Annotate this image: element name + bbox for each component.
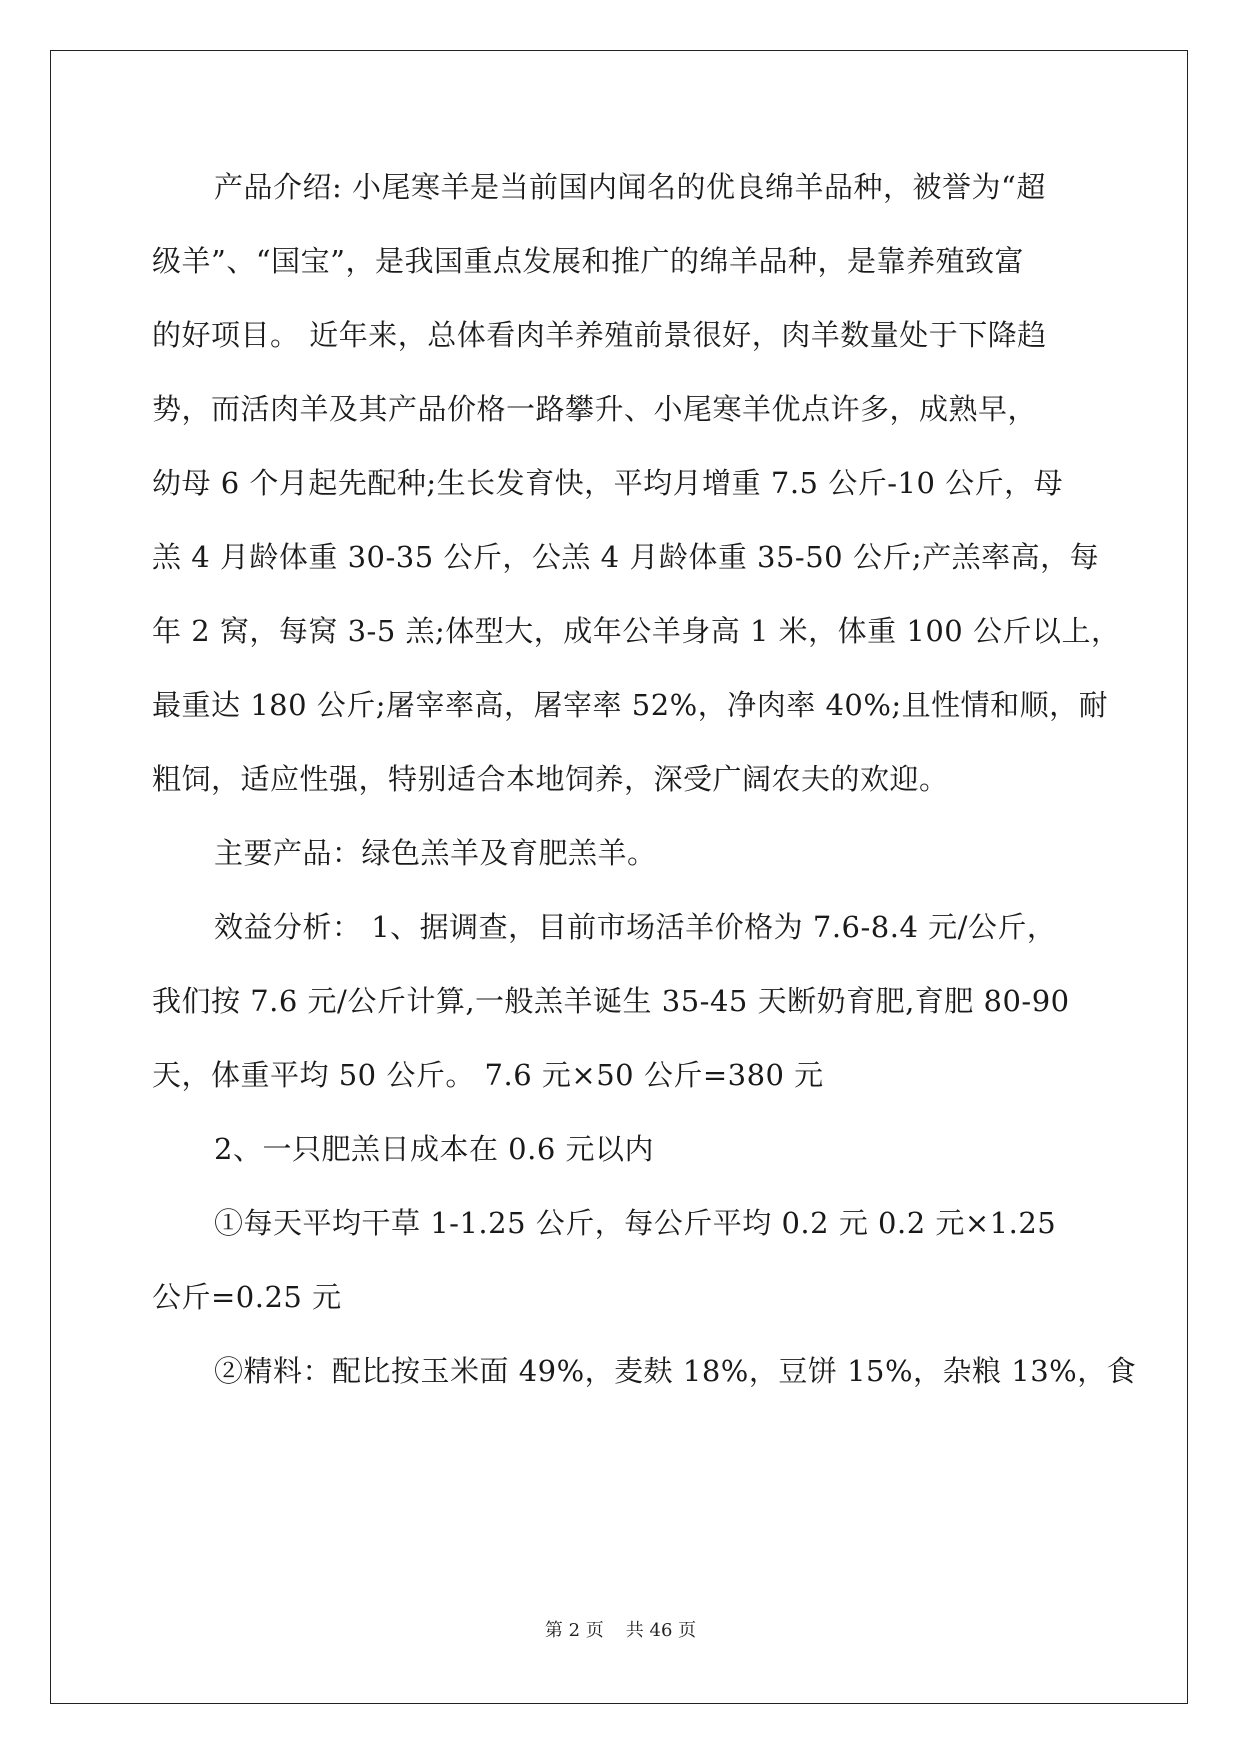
paragraph-line: 我们按 7.6 元/公斤计算,一般羔羊诞生 35-45 天断奶育肥,育肥 80-90 <box>152 984 1070 1018</box>
paragraph-line: 粗饲，适应性强，特别适合本地饲养，深受广阔农夫的欢迎。 <box>152 762 949 796</box>
paragraph-line: ②精料：配比按玉米面 49%，麦麸 18%，豆饼 15%，杂粮 13%，食 <box>214 1354 1137 1388</box>
page-footer <box>0 1616 1241 1642</box>
paragraph-line: 主要产品：绿色羔羊及育肥羔羊。 <box>214 836 657 870</box>
paragraph-line: 效益分析： 1、据调查，目前市场活羊价格为 7.6-8.4 元/公斤， <box>214 910 1057 944</box>
paragraph-line: 羔 4 月龄体重 30-35 公斤，公羔 4 月龄体重 35-50 公斤;产羔率高，每 <box>152 540 1100 574</box>
paragraph-line: ①每天平均干草 1-1.25 公斤，每公斤平均 0.2 元 0.2 元×1.25 <box>214 1206 1057 1240</box>
paragraph-line: 2、一只肥羔日成本在 0.6 元以内 <box>214 1132 655 1166</box>
page-number: 第 2 页 <box>544 1620 604 1641</box>
paragraph-line: 最重达 180 公斤;屠宰率高，屠宰率 52%，净肉率 40%;且性情和顺，耐 <box>152 688 1109 722</box>
paragraph-line: 势，而活肉羊及其产品价格一路攀升、小尾寒羊优点许多，成熟早， <box>152 392 1038 426</box>
paragraph-line: 年 2 窝，每窝 3-5 羔;体型大，成年公羊身高 1 米，体重 100 公斤以上， <box>152 614 1121 648</box>
paragraph-line: 公斤=0.25 元 <box>152 1280 342 1314</box>
paragraph-line: 幼母 6 个月起先配种;生长发育快，平均月增重 7.5 公斤-10 公斤，母 <box>152 466 1064 500</box>
paragraph-line: 天，体重平均 50 公斤。 7.6 元×50 公斤=380 元 <box>152 1058 824 1092</box>
page-total: 共 46 页 <box>625 1620 697 1641</box>
paragraph-line: 级羊”、“国宝”，是我国重点发展和推广的绵羊品种，是靠养殖致富 <box>152 244 1024 278</box>
page-border <box>50 50 1188 1704</box>
paragraph-line: 的好项目。 近年来，总体看肉羊养殖前景很好，肉羊数量处于下降趋 <box>152 318 1047 352</box>
paragraph-line: 产品介绍: 小尾寒羊是当前国内闻名的优良绵羊品种，被誉为“超 <box>214 170 1046 204</box>
